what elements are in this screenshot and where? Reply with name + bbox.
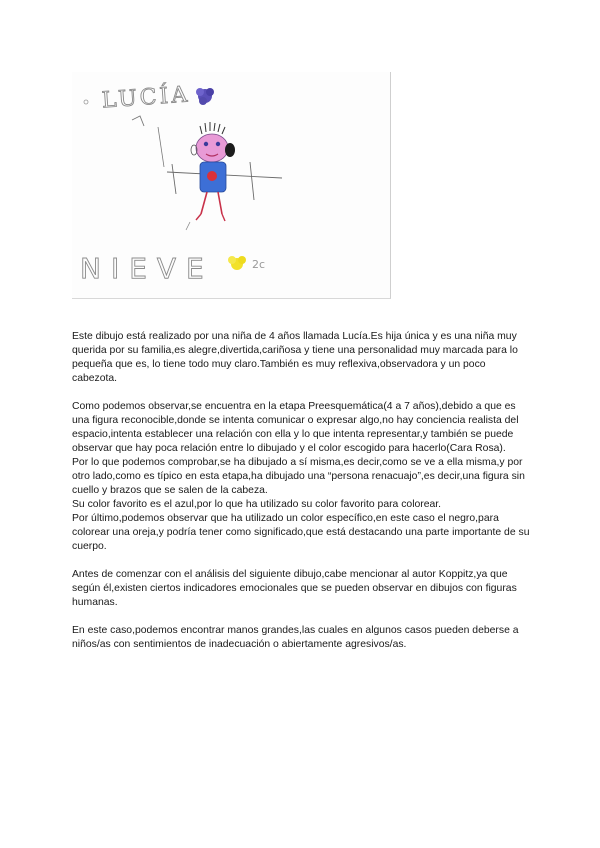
yellow-flower-scribble [228, 256, 246, 270]
hair-strokes [200, 122, 225, 134]
child-drawing-image [72, 72, 391, 299]
paragraph-ear-color: Por último,podemos observar que ha utilizado un color específico,en este caso el negro,para colorear una oreja,y podría tener como significado,que está destacando una parte importante de su cuerpo. [72, 513, 530, 552]
body-text [72, 330, 532, 652]
svg-text:2c: 2c [252, 258, 266, 271]
pink-face [196, 134, 228, 162]
paragraph-favorite-color: Su color favorito es el azul,por lo que ha utilizado su color favorito para colorear. [72, 499, 442, 510]
purple-flower-scribble [196, 88, 214, 105]
paragraph-koppitz: Antes de comenzar con el análisis del siguiente dibujo,cabe mencionar al autor Koppitz,ya que según él,existen ciertos indicadores emocionales que se pueden observar en dibujos con figuras humanas. [72, 569, 517, 608]
paragraph-self-portrait: Por lo que podemos comprobar,se ha dibujado a sí misma,es decir,como se ve a ella misma,y por otro lado,como es típico en esta etapa,ha dibujado una “persona renacuajo”,es decir,una figura sin cuello y brazos que se salen de la cabeza. [72, 457, 525, 496]
black-ear [225, 143, 235, 157]
paragraph-description: Este dibujo está realizado por una niña de 4 años llamada Lucía.Es hija única y es una niña muy querida por su familia,es alegre,divertida,cariñosa y tiene una personalidad muy marcada para lo pequeña que es, lo tiene todo muy claro.También es muy reflexiva,observadora y un poco cabezota. [72, 331, 518, 384]
drawing-bottom-text: NIEVE [80, 252, 214, 285]
drawing-name-text: LUCÍA [101, 82, 191, 114]
paragraph-hands: En este caso,podemos encontrar manos grandes,las cuales en algunos casos pueden deberse a niños/as con sentimientos de inadecuación o abiertamente agresivos/as. [72, 625, 519, 650]
paragraph-stage: Como podemos observar,se encuentra en la etapa Preesquemática(4 a 7 años),debido a que es una figura reconocible,donde se intenta comunicar o expresar algo,no hay conciencia realista del espacio,intenta establecer una relación con ella y lo que intenta representar,y también se puede observar que hay poca relación entre lo dibujado y el color escogido para hacerlo(Cara Rosa). [72, 401, 519, 454]
